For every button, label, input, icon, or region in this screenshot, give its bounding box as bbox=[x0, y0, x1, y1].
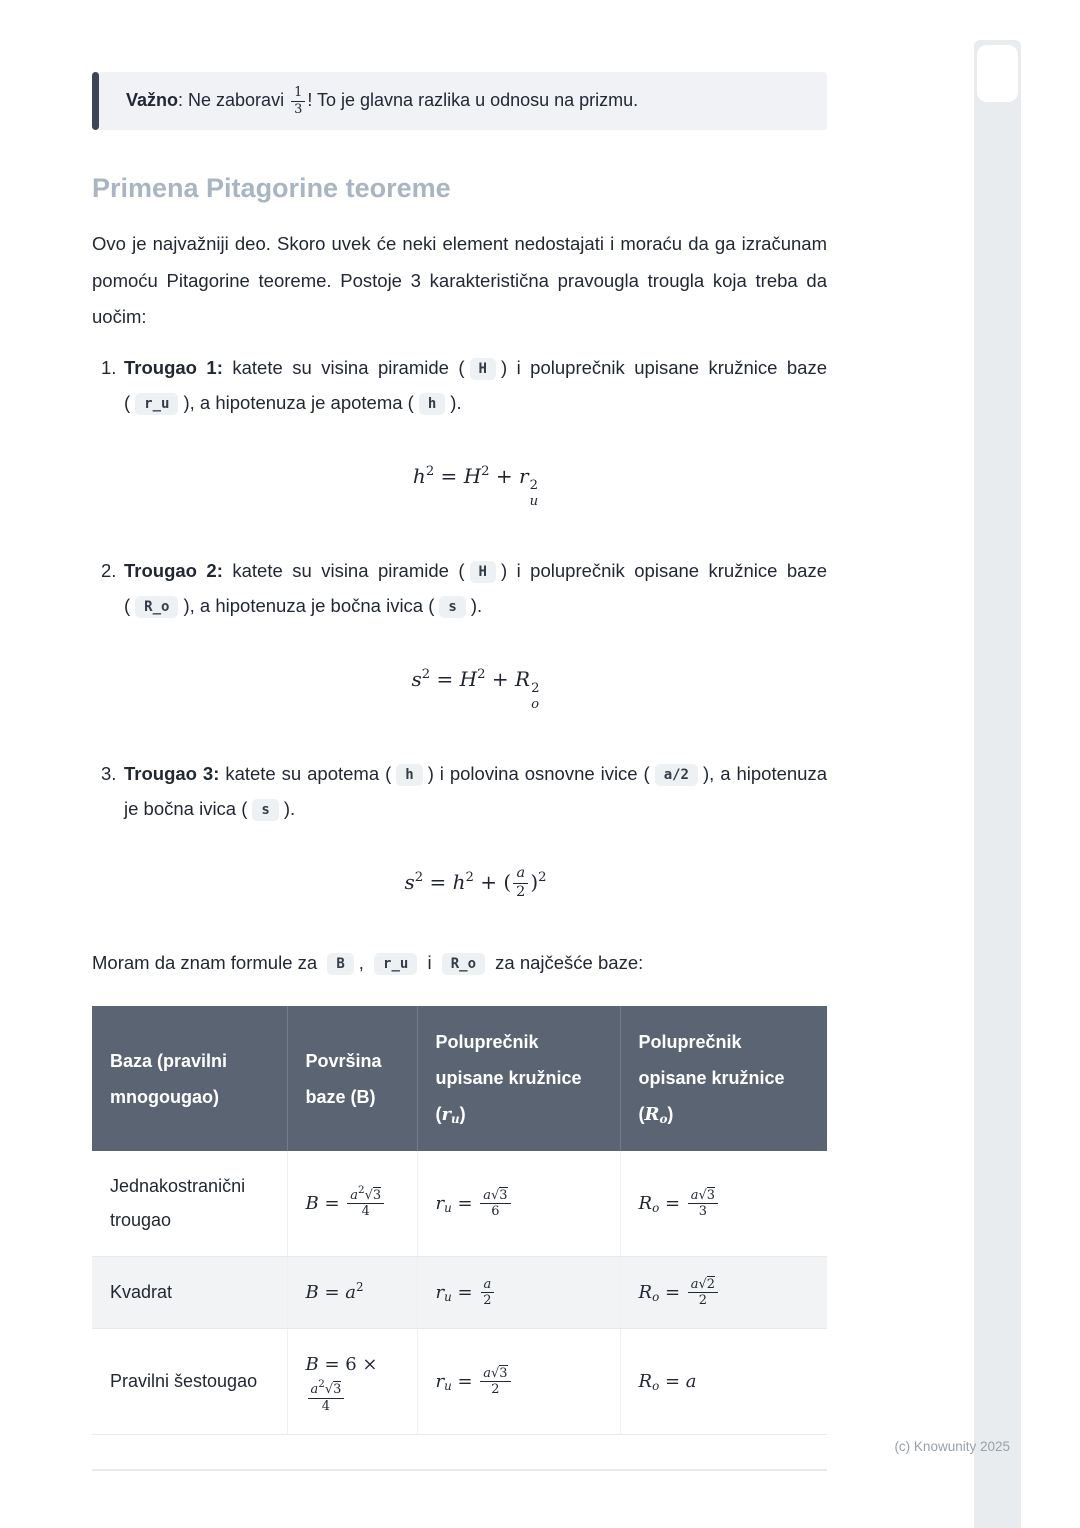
cell-ro-formula: $R_o$ = $\frac{a√3}{3}$ bbox=[620, 1151, 827, 1256]
header-poluprecnik-opisane: Poluprečnik opisane kružnice $(R_o)$ bbox=[620, 1006, 827, 1151]
inline-code-chip: R_o bbox=[135, 596, 178, 618]
base-formulas-table bbox=[92, 1006, 827, 1434]
list-item-triangle-2 bbox=[92, 553, 827, 712]
list-item-number: 1. bbox=[101, 356, 117, 378]
section-heading: Primena Pitagorine teoreme bbox=[92, 173, 451, 204]
table-row-sestougao bbox=[92, 1329, 827, 1435]
cell-ro-formula: $R_o$ = $\frac{a√2}{2}$ bbox=[620, 1256, 827, 1328]
list-item-number: 2. bbox=[101, 559, 117, 581]
cell-ru-formula: $r_u$ = $\frac{a}{2}$ bbox=[417, 1256, 620, 1328]
section-divider bbox=[92, 1469, 827, 1471]
scrollbar-track[interactable] bbox=[974, 40, 1021, 1528]
cell-base-name: Kvadrat bbox=[92, 1256, 287, 1328]
list-item-text: Trougao 3: katete su apotema ( h ) i polovina osnovne ivice ( a/2 ), a hipotenuza je bočna ivica ( s ). bbox=[124, 762, 827, 820]
table-row-trougao bbox=[92, 1151, 827, 1256]
scrollbar-thumb[interactable] bbox=[977, 45, 1018, 102]
cell-ru-formula: $r_u$ = $\frac{a√3}{2}$ bbox=[417, 1329, 620, 1435]
inline-code-chip: B bbox=[327, 953, 353, 975]
inline-code-chip: h bbox=[419, 393, 445, 415]
cell-base-name: Pravilni šestougao bbox=[92, 1329, 287, 1435]
list-item-number: 3. bbox=[101, 762, 117, 784]
intro-paragraph: Ovo je najvažniji deo. Skoro uvek će neki element nedostajati i moraću da ga izračunam pomoću Pitagorine teoreme. Postoje 3 karakteristična pravougla trougla koja treba da uočim: bbox=[92, 233, 827, 328]
table-row-kvadrat bbox=[92, 1256, 827, 1328]
header-povrsina-baze: Površina baze (B) bbox=[287, 1006, 417, 1151]
formula-note: Moram da znam formule za B , r_u i R_o za najčešće baze: bbox=[92, 952, 644, 974]
triangle-list bbox=[92, 350, 827, 901]
callout-accent-bar bbox=[92, 72, 99, 130]
content-area bbox=[92, 0, 827, 1479]
list-item-triangle-1 bbox=[92, 350, 827, 509]
list-item-text: Trougao 1: katete su visina piramide ( H ) i poluprečnik upisane kružnice baze ( r_u ), a hipotenuza je apotema ( h ). bbox=[124, 356, 827, 414]
inline-code-chip: H bbox=[470, 358, 496, 380]
cell-ro-formula: $R_o = a$ bbox=[620, 1329, 827, 1435]
header-baza: Baza (pravilni mnogougao) bbox=[92, 1006, 287, 1151]
inline-code-chip: H bbox=[470, 561, 496, 583]
important-callout bbox=[92, 72, 827, 130]
inline-code-chip: s bbox=[252, 799, 278, 821]
formula-apotema: $h^2 = H^2 + r$ 2 u bbox=[412, 463, 539, 509]
formula-bocna-ivica: $s^2 = H^2 + R$ 2 o bbox=[411, 666, 540, 712]
callout-text: Važno: Ne zaboravi $\frac{1}{3}$ ! To je glavna razlika u odnosu na prizmu. bbox=[126, 85, 639, 117]
inline-code-chip: s bbox=[439, 596, 465, 618]
copyright-watermark: (c) Knowunity 2025 bbox=[894, 1439, 1010, 1454]
table-header-row bbox=[92, 1006, 827, 1151]
cell-area-formula: $B = a^2$ bbox=[287, 1256, 417, 1328]
cell-ru-formula: $r_u$ = $\frac{a√3}{6}$ bbox=[417, 1151, 620, 1256]
header-poluprecnik-upisane: Poluprečnik upisane kružnice $(r_u)$ bbox=[417, 1006, 620, 1151]
inline-code-chip: a/2 bbox=[655, 764, 698, 786]
formula-apotema-ivica: $s^2 = h^2$ + ( $\frac{a}{2}$ )$^2$ bbox=[404, 865, 547, 900]
inline-code-chip: r_u bbox=[135, 393, 178, 415]
cell-base-name: Jednakostranični trougao bbox=[92, 1151, 287, 1256]
inline-code-chip: R_o bbox=[442, 953, 485, 975]
inline-code-chip: h bbox=[396, 764, 422, 786]
cell-area-formula: B = $\frac{a^2√3}{4}$ bbox=[287, 1151, 417, 1256]
cell-area-formula: B = 6 × $\frac{a^2√3}{4}$ bbox=[287, 1329, 417, 1435]
inline-code-chip: r_u bbox=[374, 953, 417, 975]
list-item-text: Trougao 2: katete su visina piramide ( H ) i poluprečnik opisane kružnice baze ( R_o ), a hipotenuza je bočna ivica ( s ). bbox=[124, 559, 827, 617]
list-item-triangle-3 bbox=[92, 756, 827, 901]
